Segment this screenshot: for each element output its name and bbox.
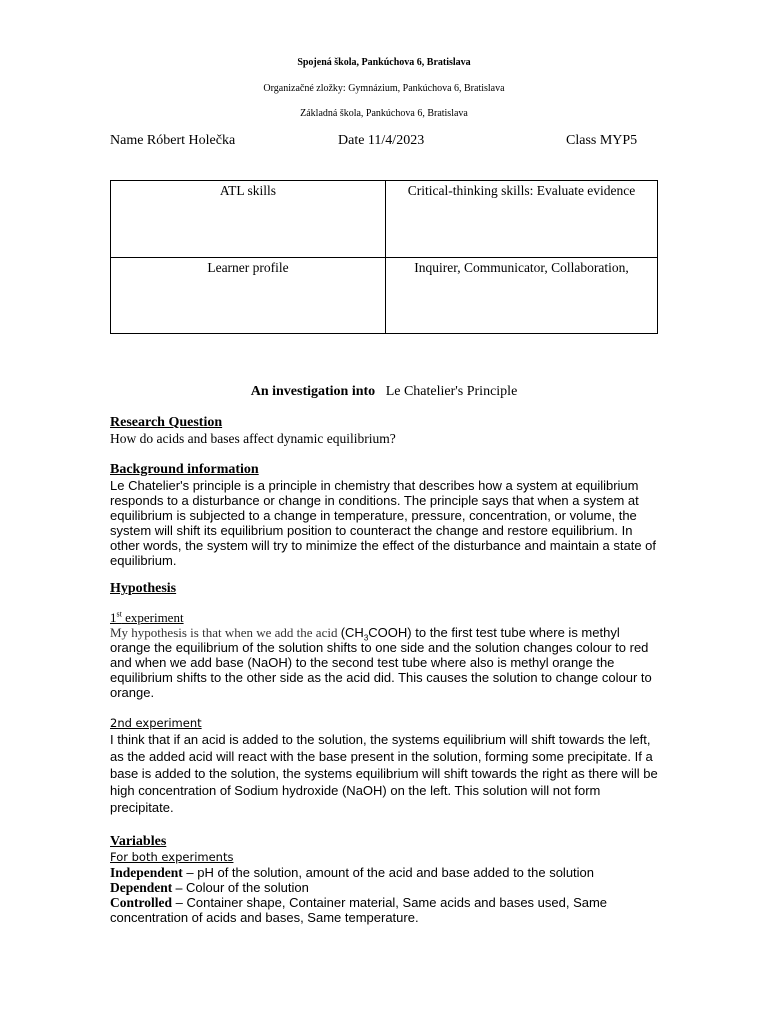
basic-school-name: Základná škola, Pankúchova 6, Bratislava <box>300 108 468 119</box>
independent-variable <box>110 865 660 880</box>
experiment-1-text <box>110 625 660 700</box>
exp1-ordinal: st <box>116 609 122 619</box>
school-name: Spojená škola, Pankúchova 6, Bratislava <box>297 57 471 68</box>
variables-heading: Variables <box>110 834 167 849</box>
controlled-variables <box>110 895 660 925</box>
report-date: Date 11/4/2023 <box>338 133 425 148</box>
experiment-1-section <box>110 610 660 700</box>
learner-profile-label: Learner profile <box>111 258 386 334</box>
dependent-variable <box>110 880 660 895</box>
independent-text: – pH of the solution, amount of the acid and base added to the solution <box>182 865 595 880</box>
exp1-formula-b: COOH) <box>368 625 412 640</box>
title-topic: Le Chatelier's Principle <box>385 384 518 399</box>
independent-label: Independent <box>110 865 183 880</box>
table-row <box>111 181 658 258</box>
controlled-label: Controlled <box>110 895 173 910</box>
dependent-label: Dependent – <box>110 880 183 895</box>
controlled-text: – Container shape, Container material, Same acids and bases used, Same concentration of acids and bases, Same temperature. <box>110 895 608 925</box>
organization-units: Organizačné zložky: Gymnázium, Pankúchova 6, Bratislava <box>263 83 505 94</box>
title-bold-part: An investigation into <box>250 384 376 399</box>
hypothesis-heading: Hypothesis <box>110 581 177 596</box>
exp1-text-serif: My hypothesis is that when we add the acid <box>110 625 341 640</box>
atl-table <box>110 180 658 334</box>
exp1-label-rest: experiment <box>121 610 184 625</box>
research-question-text: How do acids and bases affect dynamic equilibrium? <box>110 431 396 446</box>
learner-profile-value: Inquirer, Communicator, Collaboration, <box>386 258 658 334</box>
background-heading: Background information <box>110 462 259 477</box>
exp1-formula-a: (CH <box>340 625 364 640</box>
hypothesis-section <box>110 580 660 597</box>
research-question-heading: Research Question <box>110 415 223 430</box>
variables-subheading: For both experiments <box>110 850 234 864</box>
experiment-1-label <box>110 610 660 625</box>
student-info-row <box>110 133 658 153</box>
investigation-title <box>0 384 768 400</box>
background-section <box>110 461 660 568</box>
exp1-formula-sub: 3 <box>363 633 369 643</box>
experiment-2-section <box>110 716 660 816</box>
experiment-2-label: 2nd experiment <box>110 716 202 730</box>
table-row <box>111 258 658 334</box>
research-question-section <box>110 414 660 447</box>
experiment-2-text: I think that if an acid is added to the solution, the systems equilibrium will shift towards the left, as the added acid will react with the base present in the solution, forming some precipitate. If a base is added to the solution, the systems equilibrium will shift towards the right as there will be high concentration of Sodium hydroxide (NaOH) on the left. This solution will not form precipitate. <box>110 732 658 815</box>
exp1-number: 1 <box>110 610 117 625</box>
variables-section <box>110 833 660 925</box>
atl-skills-value: Critical-thinking skills: Evaluate evidence <box>386 181 658 258</box>
student-class: Class MYP5 <box>566 133 638 148</box>
exp1-text-rest: to the first test tube where is methyl orange the equilibrium of the solution shifts to one side and the solution changes colour to red and when we add base (NaOH) to the second test tube where also is methyl orange the equilibrium shifts to the other side as the acid did. This causes the solution to change colour to orange. <box>110 625 652 700</box>
student-name: Name Róbert Holečka <box>110 133 236 148</box>
background-text: Le Chatelier's principle is a principle in chemistry that describes how a system at equilibrium responds to a disturbance or change in conditions. The principle says that when a system at equilibrium is subjected to a change in temperature, pressure, concentration, or volume, the system will shift its equilibrium position to counteract the change and restore equilibrium. In other words, the system will try to minimize the effect of the disturbance and maintain a state of equilibrium. <box>110 478 657 568</box>
atl-skills-label: ATL skills <box>111 181 386 258</box>
dependent-text: Colour of the solution <box>182 880 309 895</box>
